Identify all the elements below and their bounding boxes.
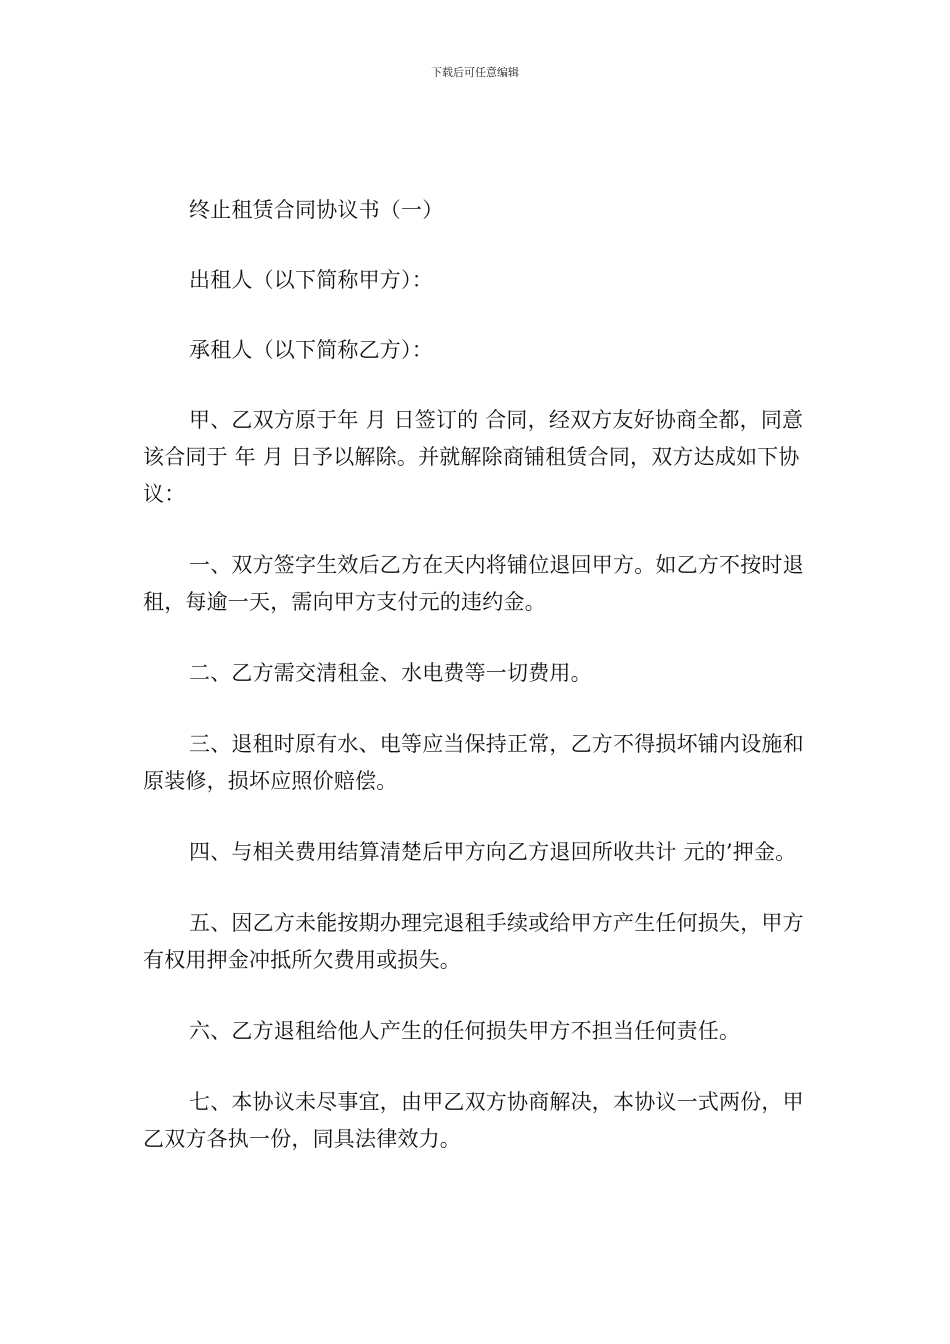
- document-title: 终止租赁合同协议书（一）: [189, 198, 444, 222]
- intro-paragraph: 甲、乙双方原于年 月 日签订的 合同，经双方友好协商全都，同意该合同于 年 月 日予以解除。并就解除商铺租赁合同，双方达成如下协议：: [143, 408, 804, 506]
- clause-4: 四、与相关费用结算清楚后甲方向乙方退回所收共计 元的’押金。: [189, 840, 797, 864]
- lessee-line: 承租人（以下简称乙方）：: [189, 338, 433, 362]
- page-header-note: 下载后可任意编辑: [431, 66, 519, 79]
- clause-2: 二、乙方需交清租金、水电费等一切费用。: [189, 661, 592, 685]
- clause-7: 七、本协议未尽事宜，由甲乙双方协商解决，本协议一式两份，甲乙双方各执一份，同具法律效力。: [143, 1090, 804, 1151]
- clause-1: 一、双方签字生效后乙方在天内将铺位退回甲方。如乙方不按时退租，每逾一天，需向甲方支付元的违约金。: [143, 553, 804, 614]
- lessor-line: 出租人（以下简称甲方）：: [189, 268, 433, 292]
- clause-3: 三、退租时原有水、电等应当保持正常，乙方不得损坏铺内设施和原装修，损坏应照价赔偿。: [143, 732, 804, 793]
- clause-6: 六、乙方退租给他人产生的任何损失甲方不担当任何责任。: [189, 1019, 741, 1043]
- clause-5: 五、因乙方未能按期办理完退租手续或给甲方产生任何损失，甲方有权用押金冲抵所欠费用或损失。: [143, 911, 804, 972]
- document-body: [143, 192, 823, 1158]
